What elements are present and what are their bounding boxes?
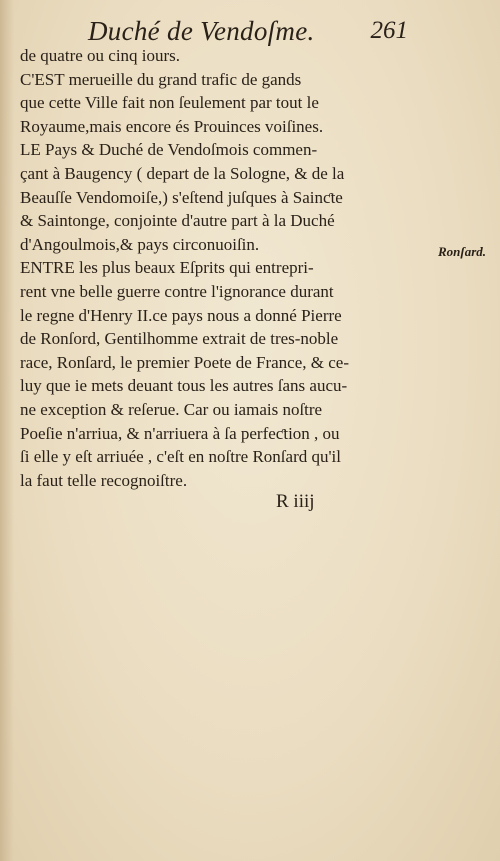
page-edge-shadow [0, 0, 14, 861]
text-line: LE Pays & Duché de Vendoſmois commen- [20, 140, 318, 160]
body-text [20, 44, 405, 492]
text-line: ſi elle y eſt arriuée , c'eſt en noſtre Ronſard qu'il [20, 447, 341, 467]
text-line: de Ronſord, Gentilhomme extrait de tres-noble [20, 329, 339, 349]
text-line: Royaume,mais encore és Prouinces voiſines. [20, 116, 324, 136]
text-line: & Saintonge, conjointe d'autre part à la Duché [20, 211, 335, 231]
text-line: C'EST merueille du grand trafic de gands [20, 69, 302, 89]
text-line: ne exception & reſerue. Car ou iamais noſtre [20, 399, 323, 419]
signature-mark: R iiij [276, 491, 315, 512]
text-line: la faut telle recognoiſtre. [20, 470, 188, 490]
page-number: 261 [370, 17, 408, 44]
text-line: rent vne belle guerre contre l'ignorance durant [20, 281, 334, 301]
text-line: çant à Baugency ( depart de la Sologne, & de la [20, 163, 345, 183]
text-line: luy que ie mets deuant tous les autres ſans aucu- [20, 376, 348, 396]
running-head-title: Duché de Vendoſme. [88, 16, 315, 46]
text-line: Poeſie n'arriua, & n'arriuera à ſa perfeƈtion , ou [20, 423, 340, 443]
text-line: Beauſſe Vendomoiſe,) s'eſtend juſques à Sainƈte [20, 187, 343, 207]
margin-note: Ronſard. [438, 244, 487, 259]
text-line: de quatre ou cinq iours. [20, 46, 181, 65]
text-line: que cette Ville fait non ſeulement par tout le [20, 93, 319, 113]
text-line: race, Ronſard, le premier Poete de France, & ce- [20, 352, 349, 372]
text-line: ENTRE les plus beaux Eſprits qui entrepri- [20, 258, 314, 278]
text-line: d'Angoulmois,& pays circonuoiſin. [20, 234, 260, 254]
text-line: le regne d'Henry II.ce pays nous a donné Pierre [20, 305, 342, 325]
